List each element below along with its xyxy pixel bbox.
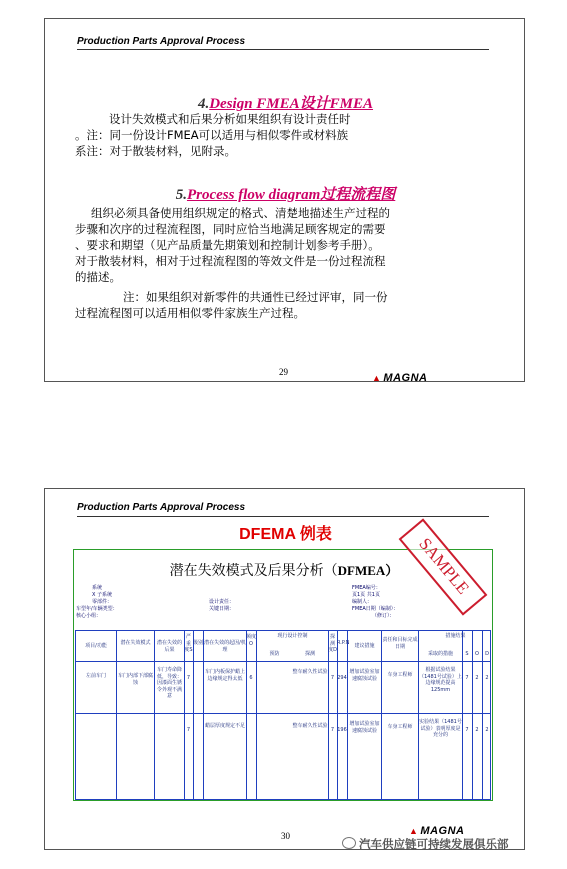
table-row-2-s: 7 — [186, 727, 191, 733]
section-4-title — [45, 92, 526, 113]
header-failure-effect: 潜在失效的后果 — [156, 640, 182, 653]
section-5-line-4: 对于散装材料，相对于过程流程图的等效文件是一份过程流程 — [75, 254, 386, 268]
header-detection: 探测 — [304, 651, 315, 657]
table-row-2-taken: 实验结果（1481号试验）表明厚度是充分的 — [419, 719, 462, 738]
meta-core-team: 核心小组： — [76, 613, 102, 619]
table-row-2-d: 7 — [330, 727, 335, 733]
table-row-1-s: 7 — [186, 675, 191, 681]
table-row-2-action: 增加试验室加速腐蚀试验 — [349, 721, 380, 734]
table-row-2-rpn: 196 — [337, 727, 347, 733]
meta-subsystem: X 子系统 — [92, 592, 113, 598]
header-d: D — [485, 651, 489, 657]
section-5-line-2: 步骤和次序的过程流程图，同时应恰当地满足顾客规定的需要 — [75, 222, 386, 236]
slide-29 — [44, 18, 525, 382]
magna-logo: ▲ MAGNA — [409, 825, 464, 837]
section-5-line-1: 组织必须具备使用组织规定的格式、清楚地描述生产过程的 — [91, 206, 390, 220]
watermark — [342, 836, 509, 852]
table-row-1-cause: 车门内板保护蜡上边缘规定得太低 — [204, 669, 245, 682]
section-4-line-2: 。注：同一份设计FMEA可以适用与相似零件或材料族 — [75, 128, 349, 142]
dfmea-form — [73, 549, 493, 801]
slide-header: Production Parts Approval Process — [77, 36, 246, 47]
table-row-1-mode: 车门内部下部腐蚀 — [117, 673, 153, 686]
section-5-line-5: 的描述。 — [75, 270, 121, 284]
fmea-table — [75, 630, 491, 800]
header-s: S — [465, 651, 469, 657]
form-title-text: 潜在失效模式及后果分析（ — [169, 564, 338, 579]
header-detection-rating: 探测度D — [328, 634, 337, 653]
table-row-1-d: 7 — [330, 675, 335, 681]
header-cause: 潜在失效的起因/机理 — [204, 640, 246, 653]
header-class: 级别 — [193, 640, 204, 646]
meta-design-responsibility: 设计责任： — [209, 599, 235, 605]
page-number: 30 — [281, 831, 290, 841]
section-5-number: 5. — [175, 187, 187, 203]
header-occurrence: 频度O — [246, 634, 257, 647]
header-current-controls: 现行设计控制 — [277, 633, 308, 639]
header-actions-taken: 采取的措施 — [427, 651, 453, 657]
meta-component: 零部件： — [92, 599, 113, 605]
table-row-1-ro: 2 — [475, 675, 479, 681]
table-row-2-detection: 整车耐久性试验 — [292, 723, 328, 729]
table-row-2-ro: 2 — [475, 727, 479, 733]
dfema-title: DFEMA 例表 — [239, 526, 332, 543]
section-5-text: Process flow diagram过程流程图 — [186, 187, 396, 203]
table-row-1-detection: 整车耐久性试验 — [292, 669, 328, 675]
meta-fmea-date: FMEA日期（编制）： — [352, 606, 399, 612]
meta-fmea-number: FMEA编号： — [352, 585, 381, 591]
table-row-1-effect: 车门寿命降低，导致：因漆面生锈令外观不满意 — [156, 667, 182, 699]
header-rule — [77, 516, 489, 517]
page-number: 29 — [279, 367, 288, 377]
table-row-1-item: 左前车门 — [85, 673, 106, 679]
wechat-icon — [342, 837, 356, 849]
table-row-1-owner: 车身工程师 — [387, 672, 413, 678]
table-row-1-rd: 2 — [485, 675, 489, 681]
header-item-function: 项目/功能 — [85, 643, 107, 649]
header-failure-mode: 潜在失效模式 — [120, 640, 151, 646]
table-row-1-rpn: 294 — [337, 675, 347, 681]
form-title-code: DFMEA） — [337, 563, 399, 578]
magna-logo: ▲ MAGNA — [372, 372, 427, 384]
table-row-2-cause: 蜡层厚度规定不足 — [204, 723, 245, 729]
header-responsibility: 责任和目标完成日期 — [382, 637, 418, 650]
header-o: O — [475, 651, 479, 657]
meta-key-date: 关键日期： — [209, 606, 235, 612]
meta-model-year: 车型年/车辆类型： — [76, 606, 118, 612]
table-row-1-action: 增加试验室加速腐蚀试验 — [349, 669, 380, 682]
meta-page: 页1页 共1页 — [352, 592, 380, 598]
note-line-2: 过程流程图可以适用相似零件家族生产过程。 — [75, 306, 305, 320]
watermark-text: 汽车供应链可持续发展俱乐部 — [359, 837, 509, 851]
table-row-1-rs: 7 — [465, 675, 469, 681]
section-5-title — [45, 183, 526, 204]
slide-30 — [44, 488, 525, 850]
header-prevention: 预防 — [269, 651, 280, 657]
section-4-number: 4. — [197, 96, 210, 112]
table-row-2-owner: 车身工程师 — [387, 724, 413, 730]
table-row-1-taken: 根据试验结果（1481号试验）上边缘规范提高125mm — [419, 667, 462, 693]
meta-system: 系统 — [92, 585, 103, 591]
section-4-line-1: 设计失效模式和后果分析如果组织有设计责任时 — [109, 112, 351, 126]
slide-header: Production Parts Approval Process — [77, 502, 246, 513]
table-row-1-o: 6 — [249, 675, 253, 681]
header-rpn: R.P.N — [337, 640, 350, 646]
note-line-1: 注：如果组织对新零件的共通性已经过评审，同一份 — [123, 290, 388, 304]
meta-prepared-by: 编制人： — [352, 599, 373, 605]
header-action-results: 措施结果 — [445, 633, 466, 639]
meta-revision: （修订）： — [372, 613, 395, 619]
header-rule — [77, 49, 489, 50]
header-recommended-actions: 建议措施 — [354, 643, 375, 649]
sample-stamp: SAMPLE — [399, 518, 488, 615]
table-row-2-rd: 2 — [485, 727, 489, 733]
header-severity: 严重度S — [184, 634, 193, 653]
section-5-line-3: 、要求和期望（见产品质量先期策划和控制计划参考手册）。 — [75, 238, 380, 252]
section-4-line-3: 系注：对于散装材料，见附录。 — [75, 144, 236, 158]
table-row-2-rs: 7 — [465, 727, 469, 733]
section-4-text: Design FMEA设计FMEA — [209, 96, 374, 112]
